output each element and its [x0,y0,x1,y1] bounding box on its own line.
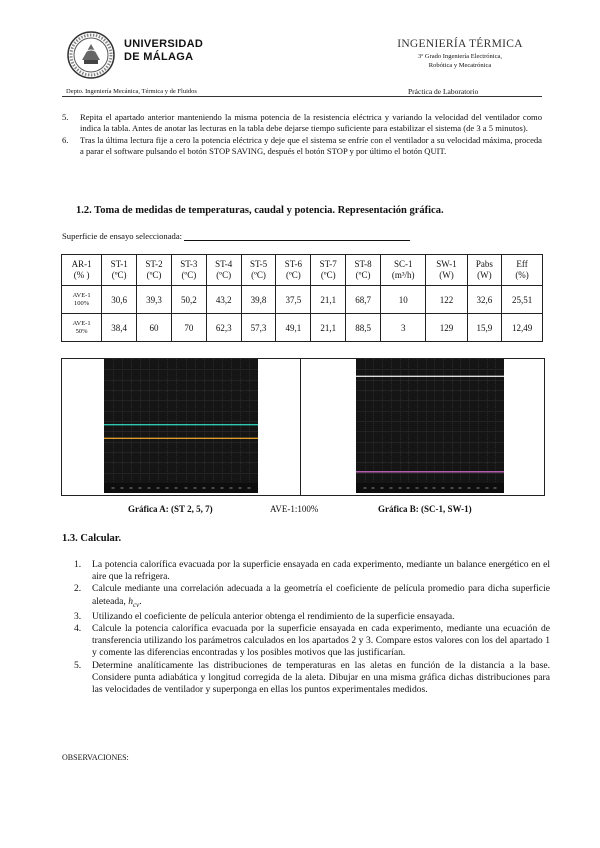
surface-label: Superficie de ensayo seleccionada: [62,231,183,241]
table-row [62,286,543,314]
column-header [467,255,502,286]
graph-background [356,359,504,493]
column-header-name: ST-2 [145,259,163,269]
x-axis-tick [121,487,124,489]
column-header-unit: (ºC) [355,270,371,280]
university-name-line1: UNIVERSIDAD [124,38,204,50]
column-header [346,255,381,286]
x-axis-tick [239,487,242,489]
table-cell: 122 [426,286,467,314]
x-axis-tick [442,487,445,489]
column-header-unit: (ºC) [216,270,232,280]
table-cell: 32,6 [467,286,502,314]
step-text: Repita el apartado anterior manteniendo la misma potencia de la resistencia eléctrica y variando la velocidad del ventilador como indica la tabla. Antes de anotar las lecturas en la tabla debe dejarse tiempo suficiente para estabilizar el sistema (de 3 a 5 minutos). [80,112,542,134]
column-header [502,255,543,286]
step-number: 5. [62,112,69,122]
degree-line2: Robótica y Mecatrónica [428,62,492,69]
table-cell: 10 [380,286,425,314]
row-label-top: AVE-1 [72,319,91,327]
column-header-name: SW-1 [436,259,457,269]
graph-b [356,359,504,493]
surface-field [62,230,410,241]
x-axis-tick [477,487,480,489]
calc-number: 2. [74,583,82,595]
table-cell: 39,3 [137,286,172,314]
x-axis-tick [399,487,402,489]
section-heading-1-2: 1.2. Toma de medidas de temperaturas, caudal y potencia. Representación gráfica. [76,205,444,216]
university-name-line2: DE MÁLAGA [124,51,194,63]
column-header [171,255,206,286]
calc-text-after: . [139,595,142,607]
step-text: Tras la última lectura fije a cero la potencia eléctrica y deje que el sistema se enfríe con el ventilador a su velocidad máxima, proceda a parar el software pulsando el botón STOP SAVING, después el botón STOP y por último el botón QUIT. [80,134,542,157]
column-header-name: ST-3 [180,259,198,269]
graphs-divider [300,358,301,496]
graph-a [104,359,258,493]
calc-text: Determine analíticamente las distribuciones de temperaturas en las aletas en función de la distancia a la base. Considere punta adiabática y longitud corregida de la aleta. Dibujar en una misma gráfica dichas distribuciones para las velocidades de ventilador y superponga en ellas los puntos experimentales medidos. [92,659,550,695]
x-axis-tick [494,487,497,489]
x-axis-tick [112,487,115,489]
calc-number: 3. [74,610,82,622]
column-header-unit: (ºC) [111,270,127,280]
column-header [380,255,425,286]
calc-text [92,583,550,610]
row-label-top: AVE-1 [72,291,91,299]
x-axis-strip [104,483,258,493]
measurements-table [61,254,543,342]
calc-text: Utilizando el coeficiente de película anterior obtenga el rendimiento de la superficie ensayada. [92,610,455,622]
x-axis-tick [194,487,197,489]
calc-item [62,559,550,583]
column-header-name: ST-1 [110,259,128,269]
row-label-bottom: 50% [75,327,88,335]
course-title: INGENIERÍA TÉRMICA [397,38,523,50]
column-header-unit: (ºC) [320,270,336,280]
step-number: 6. [62,134,69,145]
table-cell: 88,5 [346,314,381,342]
calc-item [62,660,550,697]
x-axis-tick [390,487,393,489]
column-header-name: Eff [516,259,528,269]
x-axis-tick [407,487,410,489]
university-name [124,38,203,64]
column-header-unit: (ºC) [251,270,266,280]
table-header-row [62,255,543,286]
x-axis-tick [185,487,188,489]
x-axis-tick [221,487,224,489]
procedure-steps [62,112,542,158]
table-cell: 49,1 [276,314,311,342]
table-cell: 129 [426,314,467,342]
column-header [311,255,346,286]
x-axis-tick [451,487,454,489]
calc-number: 1. [74,559,82,570]
column-header-unit: (W) [477,270,492,280]
calc-item [62,583,550,610]
table-cell: 62,3 [206,314,241,342]
procedure-step [62,112,542,135]
course-header [380,38,540,70]
column-header-unit: (m³/h) [391,270,415,280]
header-divider [62,96,542,97]
x-axis-tick [416,487,419,489]
observations-label: OBSERVACIONES: [62,753,129,762]
column-header-unit: (ºC) [146,270,162,280]
x-axis-tick [230,487,233,489]
table-cell: 70 [171,314,206,342]
table-cell: 21,1 [311,314,346,342]
column-header-name: ST-8 [354,259,372,269]
column-header-name: ST-4 [215,259,233,269]
column-header-name: Pabs [475,259,493,269]
table-cell: 15,9 [467,314,502,342]
x-axis-tick [372,487,375,489]
x-axis-tick [364,487,367,489]
calc-number: 4. [74,622,82,634]
table-cell: 25,51 [502,286,543,314]
degree-line1: 3º Grado Ingeniería Electrónica, [418,53,502,60]
column-header-unit: (W) [439,270,454,280]
section-heading-1-3: 1.3. Calcular. [62,533,122,544]
row-label [62,286,102,314]
x-axis-tick [212,487,215,489]
column-header [62,255,102,286]
document-type: Práctica de Laboratorio [408,87,479,96]
table-cell: 3 [380,314,425,342]
x-axis-tick [486,487,489,489]
column-header [241,255,276,286]
department-name: Depto. Ingeniería Mecánica, Térmica y de Fluidos [66,88,197,95]
caption-middle: AVE-1:100% [270,504,319,514]
table-cell: 37,5 [276,286,311,314]
calc-text: La potencia calorífica evacuada por la superficie ensayada en cada experimento, mediante un balance energético en el aire que la refrigera. [92,559,550,583]
x-axis-tick [166,487,169,489]
procedure-step [62,135,542,158]
column-header [206,255,241,286]
table-cell: 21,1 [311,286,346,314]
table-cell: 57,3 [241,314,276,342]
column-header-name: ST-7 [319,259,337,269]
row-label-bottom: 100% [74,299,90,307]
column-header [426,255,467,286]
surface-blank-line [184,230,410,241]
calc-number: 5. [74,659,82,671]
x-axis-tick [157,487,160,489]
table-cell: 39,8 [241,286,276,314]
calc-text: Calcule la potencia calorífica evacuada por la superficie ensayada en cada experimento, mediante una ecuación de transferencia utilizando los parámetros calculados en los apartados 2 y 3. Compare estos valores con los del apartado 1 y comente las diferencias encontradas y los posibles motivos que las justificarían. [92,622,550,659]
table-cell: 30,6 [102,286,137,314]
x-axis-tick [139,487,142,489]
column-header-unit: (% ) [73,270,90,280]
x-axis-tick [203,487,206,489]
table-cell: 60 [137,314,172,342]
x-axis-tick [433,487,436,489]
x-axis-tick [148,487,151,489]
column-header-name: SC-1 [393,259,413,269]
table-cell: 43,2 [206,286,241,314]
column-header [137,255,172,286]
x-axis-strip [356,483,504,493]
table-cell: 12,49 [502,314,543,342]
table-row [62,314,543,342]
calc-text-before: Calcule mediante una correlación adecuada a la geometría el coeficiente de película promedio para dicha superficie aleteada, [92,583,550,607]
calc-item [62,611,550,623]
column-header [276,255,311,286]
calc-subscript: cv [133,600,140,609]
calc-item [62,623,550,660]
calc-symbol: h [128,595,134,607]
table-cell: 50,2 [171,286,206,314]
column-header-unit: (ºC) [285,270,301,280]
column-header-name: AR-1 [71,259,92,269]
table-cell: 68,7 [346,286,381,314]
column-header [102,255,137,286]
table-cell: 38,4 [102,314,137,342]
column-header-unit: (%) [515,270,529,280]
x-axis-tick [459,487,462,489]
x-axis-tick [381,487,384,489]
column-header-unit: (ºC) [181,270,197,280]
caption-graph-a: Gráfica A: (ST 2, 5, 7) [128,504,213,514]
x-axis-tick [425,487,428,489]
column-header-name: ST-5 [249,259,268,269]
calc-list [62,559,550,696]
university-seal-icon [66,30,116,80]
row-label [62,314,102,342]
x-axis-tick [175,487,178,489]
graph-background [104,359,258,493]
x-axis-tick [468,487,471,489]
caption-graph-b: Gráfica B: (SC-1, SW-1) [378,504,472,514]
x-axis-tick [248,487,251,489]
column-header-name: ST-6 [284,259,302,269]
x-axis-tick [130,487,133,489]
